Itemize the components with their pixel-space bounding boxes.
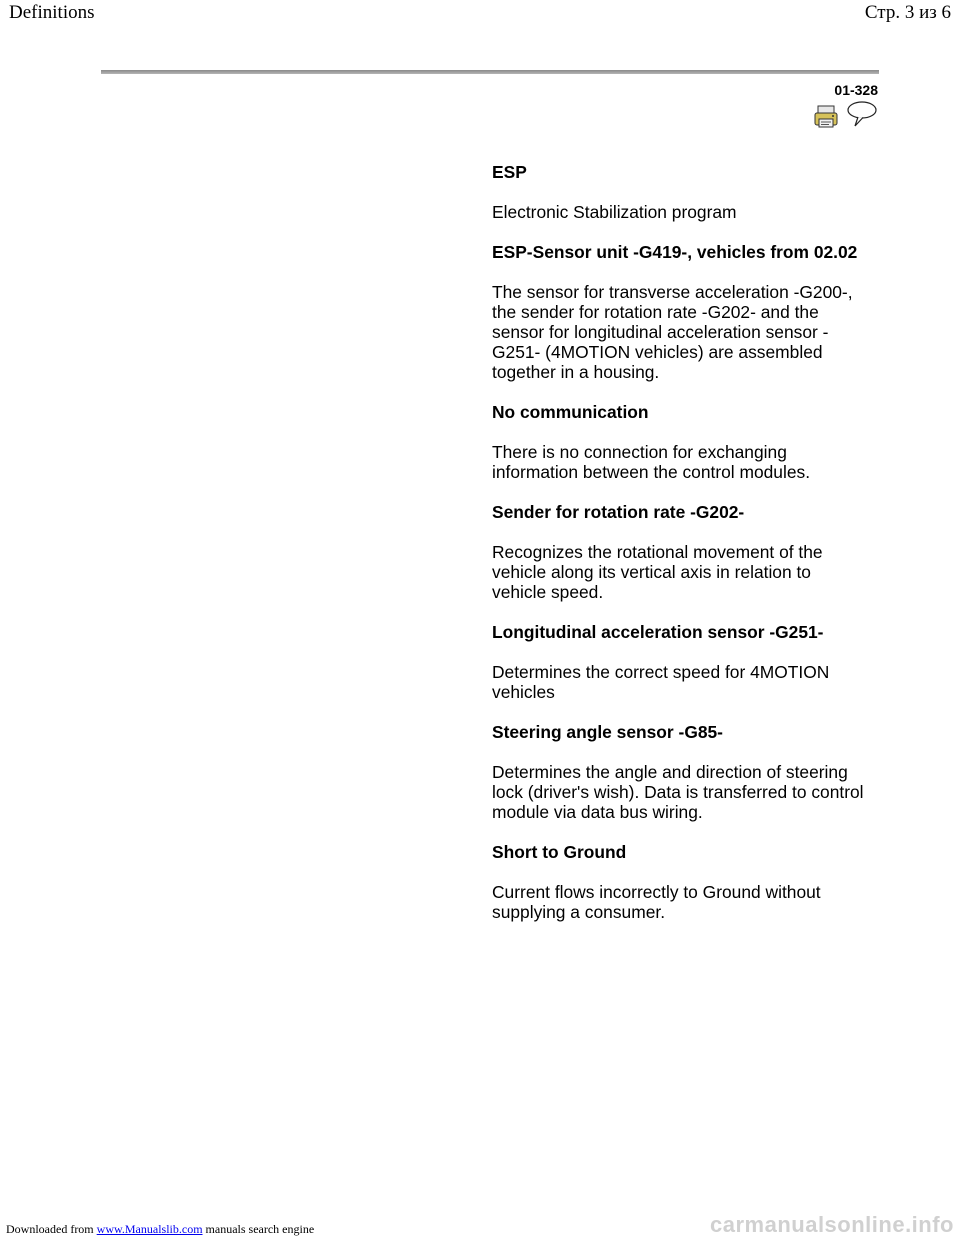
footer-prefix: Downloaded from (6, 1222, 94, 1236)
definition-term: Short to Ground (492, 842, 627, 862)
definition-term: Sender for rotation rate -G202- (492, 502, 745, 522)
definition-term: ESP-Sensor unit -G419-, vehicles from 02.02 (492, 242, 858, 262)
document-code: 01-328 (834, 82, 878, 98)
definition-term: Steering angle sensor -G85- (492, 722, 723, 742)
definition-description: Determines the angle and direction of steering lock (driver's wish). Data is transferred to control module via data bus wiring. (492, 762, 864, 822)
definitions-list (492, 162, 867, 942)
definition-description: The sensor for transverse acceleration -G200-, the sender for rotation rate -G202- and the sensor for longitudinal acceleration sensor -G251- (4MOTION vehicles) are assembled together in a housing. (492, 282, 853, 382)
definition-description: There is no connection for exchanging information between the control modules. (492, 442, 811, 482)
printer-icon[interactable] (815, 106, 837, 127)
site-watermark: carmanualsonline.info (710, 1212, 954, 1237)
toolbar-icons (814, 100, 880, 132)
download-footer (6, 1222, 314, 1237)
definition-description: Determines the correct speed for 4MOTION vehicles (492, 662, 830, 702)
definition-description: Electronic Stabilization program (492, 202, 737, 222)
definition-description: Current flows incorrectly to Ground without supplying a consumer. (492, 882, 821, 922)
footer-suffix: manuals search engine (205, 1222, 315, 1236)
header-divider (101, 70, 879, 74)
definition-term: ESP (492, 162, 527, 182)
definition-description: Recognizes the rotational movement of the vehicle along its vertical axis in relation to vehicle speed. (492, 542, 823, 602)
definition-term: No communication (492, 402, 649, 422)
page-indicator: Стр. 3 из 6 (864, 2, 951, 23)
page-title: Definitions (9, 2, 95, 23)
speech-bubble-icon[interactable] (848, 102, 876, 126)
manualslib-link[interactable]: www.Manualslib.com (96, 1222, 203, 1236)
definition-term: Longitudinal acceleration sensor -G251- (492, 622, 824, 642)
